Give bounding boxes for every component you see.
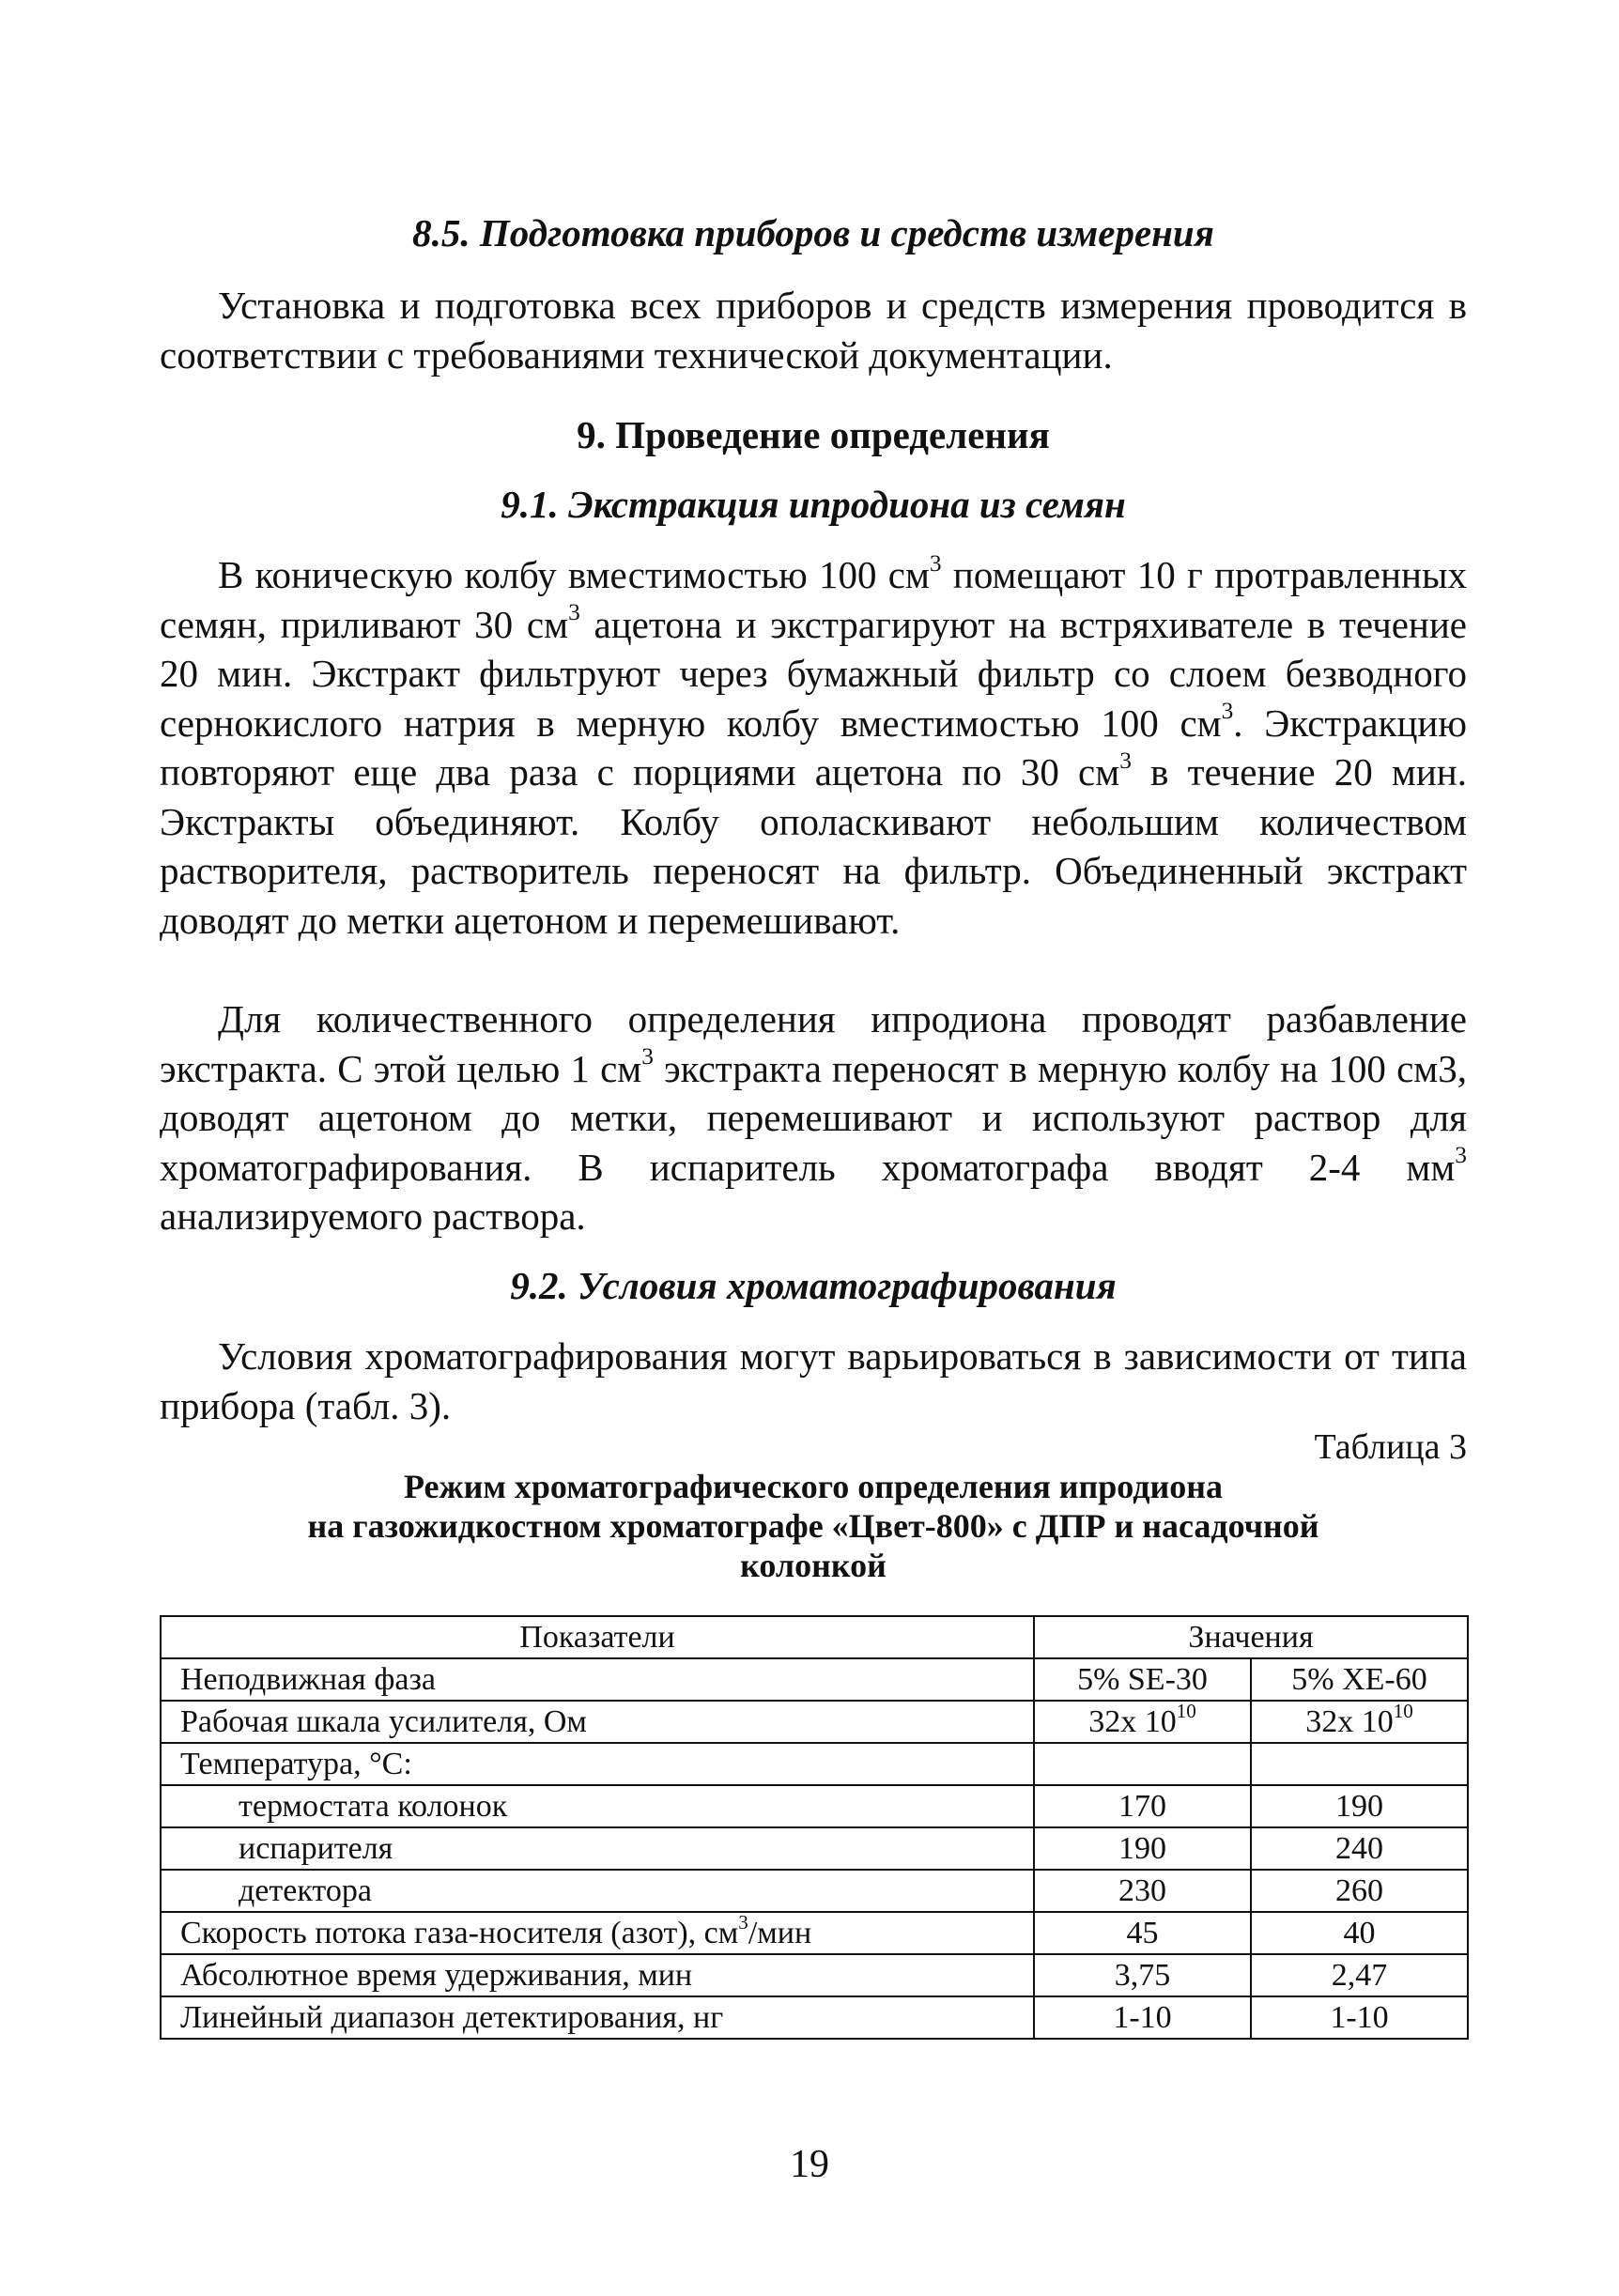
superscript: 3 — [568, 599, 580, 626]
section-8-5-heading: 8.5. Подготовка приборов и средств измерения — [412, 211, 1214, 254]
section-9-1-heading: 9.1. Экстракция ипродиона из семян — [501, 483, 1126, 526]
header-values: Значения — [1034, 1616, 1468, 1658]
section-8-5-paragraph: Установка и подготовка всех приборов и средств измерения проводится в соответствии с требованиями технической документации. — [160, 284, 1467, 377]
table-number: Таблица 3 — [1314, 1427, 1467, 1467]
table-row: испарителя 190 240 — [161, 1827, 1468, 1870]
table-row: Рабочая шкала усилителя, Ом 32х $10^{10}$ 32х $10^{10}$ — [161, 1701, 1468, 1743]
superscript: 3 — [1119, 747, 1132, 774]
page-number: 19 — [790, 2143, 829, 2186]
table-row: термостата колонок 170 190 — [161, 1785, 1468, 1827]
chromatography-table — [160, 1615, 1469, 2040]
table-row: Линейный диапазон детектирования, нг 1-10 1-10 — [161, 1996, 1468, 2039]
superscript: 3 — [641, 1043, 654, 1071]
superscript: 3 — [1221, 698, 1234, 725]
table-row: Неподвижная фаза 5% SE-30 5% XE-60 — [161, 1658, 1468, 1701]
section-9-1-paragraph-1: В коническую колбу вместимостью 100 $см^3$ помещают 10 г протравленных семян, приливают 30 $см^3$ ацетона и экстрагируют на встряхивателе в течение 20 мин. Экстракт фильтруют через бумажный фильтр со слоем безводного сернокислого натрия в мерную колбу вместимостью 100 $см^3$. Экстракцию повторяют еще два раза с порциями ацетона по 30 $см^3$ в течение 20 мин. Экстракты объединяют. Колбу ополаскивают небольшим количеством растворителя, растворитель переносят на фильтр. Объединенный экстракт доводят до метки ацетоном и перемешивают. — [160, 549, 1467, 942]
table-row: Температура, °С: — [161, 1743, 1468, 1785]
table-row: детектора 230 260 — [161, 1870, 1468, 1912]
header-param: Показатели — [161, 1616, 1034, 1658]
superscript: 3 — [1455, 1142, 1467, 1169]
table-header-row — [161, 1616, 1468, 1658]
table-title: Режим хроматографического определения ипродиона на газожидкостном хроматографе «Цвет-800» с ДПР и насадочной колонкой — [307, 1468, 1319, 1584]
table-row: Скорость потока газа-носителя (азот), $см^3$/мин 45 40 — [161, 1912, 1468, 1954]
superscript: 3 — [929, 549, 942, 577]
section-9-2-paragraph: Условия хроматографирования могут варьироваться в зависимости от типа прибора (табл. 3). — [160, 1334, 1467, 1427]
section-9-heading: 9. Проведение определения — [577, 413, 1050, 456]
section-9-2-heading: 9.2. Условия хроматографирования — [510, 1264, 1117, 1307]
table-row: Абсолютное время удерживания, мин 3,75 2,47 — [161, 1954, 1468, 1996]
section-9-1-paragraph-2: Для количественного определения ипродиона проводят разбавление экстракта. С этой целью 1 $см^3$ экстракта переносят в мерную колбу на 100 см3, доводят ацетоном до метки, перемешивают и используют раствор для хроматографирования. В испаритель хроматографа вводят 2-4 $мм^3$ анализируемого раствора. — [160, 997, 1467, 1238]
